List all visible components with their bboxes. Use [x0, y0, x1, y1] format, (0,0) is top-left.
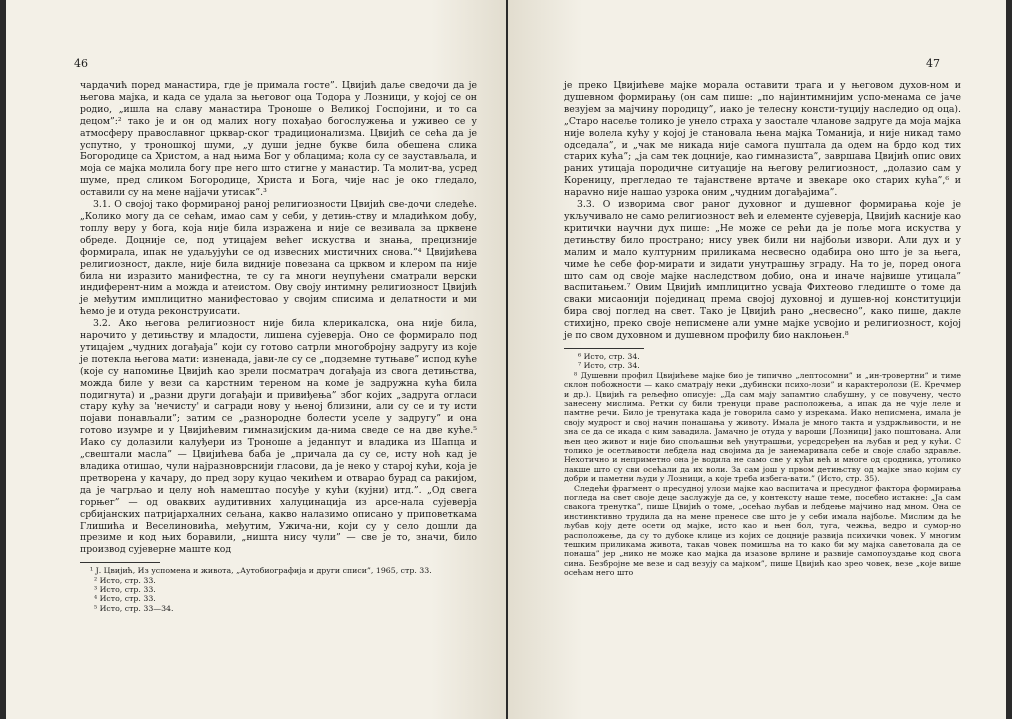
left-text-column	[80, 80, 477, 613]
paragraph: 3.2. Ако његова религиозност није била клерикалска, она није била, нарочито у детињству и младости, лишена сујеверја. Оно се формирало под утицајем „чудних догађаја” који су готово сатрли многобројну задругу из које је потекла његова мати: изненада, јави-ле су се „подземне тутњаве” испод куће (које су напомиње Цвијић као зрели посматрач догађаја из свога детињства, можда биле у вези са карстним тереном на коме је задружна кућа била подигнута) и „разни други догађаји и привиђења” због којих „задруга огласи стару кућу за 'нечисту' и сагради нову у њеној близини, али су се и ту исти појави понављали”; затим се „разнородне болести уселе у задругу” и она готово изумре и у Цвијићевим гимназијским да-нима сведе се на две куће.⁵ Иако су долазили калуђери из Троноше а једанпут и владика из Шапца и „свештали масла” — Цвијићева баба је „причала да су се, исту ноћ кад је владика отишао, чули најразноврснији гласови, да је неко у старој кући, која је претворена у качару, до пред зору куцао чекићем и отварао бурад са ракијом, да је чагрљао и целу ноћ намештао посуђе у кући (кујни) итд.”. „Од свега горњег” — од оваквих аудитивних халуцинација из арсе-нала сујеверја србијанских патријархалних сељана, какво налазимо описано у приповеткама Глишића и Веселиновића, међутим, Ужича-ни, који су у село дошли да презиме и код њих боравили, „ништа нису чули” — све је то, значи, било производ сујеверне маште код	[80, 318, 477, 556]
footnotes-right	[564, 352, 961, 578]
page-number-left: 46	[74, 57, 88, 70]
footnote: Следећи фрагмент о пресудној улози мајке као васпитача и пресудног фактора формирања погледа на свет своје деце заслужује да се, у контексту наше теме, посебно истакне: „Ја сам свакога тренутка”, пише Цвијић о томе, „осећао љубав и лебдење мајчино над мном. Она се инстинктивно трудила да на мене пренесе све што је у себи имала најбоље. Мислим да ће љубав коју дете осети од мајке, исто као и њен бол, туга, чежња, ведро и сумор-но расположење, да су то дубоке клице из којих се доцније развија психички човек. У многим тешким приликама живота, такав човек помишља на то како би му мајка саветовала да се понаша” јер „нико не може као мајка да изазове врлине и развије самопоуздање код свога сина. Безбројне ме везе и сад везују са мајком”, пише Цвијић као зрео човек, везе „које више осећам него што	[564, 483, 961, 578]
footnote-separator	[564, 348, 644, 349]
footnote: ² Исто, стр. 33.	[94, 575, 156, 585]
footnotes-left	[80, 566, 477, 613]
footnote: ⁵ Исто, стр. 33—34.	[94, 603, 174, 613]
right-text-column	[564, 80, 961, 578]
footnote: ⁶ Исто, стр. 34.	[578, 351, 640, 361]
paragraph: чардачић поред манастира, где је примала госте”. Цвијић даље сведочи да је његова мајка, и када се удала за његовог оца Тодора у Лозници, у којој се он родио, „ишла на славу манастира Троноше о Великој Госпојини, и то са децом”:² тако је и он од малих ногу похађао богослужења и уживео се у атмосферу православног црквар-ског традиционализма. Цвијић се сећа да је успутно, у троношкој шуми, „у души једне букве била обешена слика Богородице са Христом, а над њима Бог у облацима; кола су се заустављала, и моја се мајка молила богу пре него што стигне у манастир. Та молит-ва, усред шуме, пред сликом Богородице, Христа и Бога, чије нас је око гледало, оставили су на мене најјачи утисак”.³	[80, 80, 477, 199]
right-page	[508, 0, 1006, 719]
footnote: ⁸ Душевни профил Цвијићеве мајке био је типично „лептосомни” и „ин-тровертни” и тиме склон побожности — како сматрају неки „дубински психо-лози” и карактеролози (Е. Кречмер и др.). Цвијић га рељефно описује: „Да сам мају запамтио слабушну, у се повучену, често занесену мислима. Ретки су били тренуци праве расположења, а ипак да не чује леле и памтне речи. Било је тренутака када је говорила само у изрекама. Иако неписмена, имала је своју мудрост и свој начин понашања у животу. Имала је много такта и уздржљивости, и не зна се да се икада с ким завадила. Јамачно је отуда у вароши [Лозници] јако поштована. Али њен цео живот и није био спољашњи већ унутрашњи, усредсређен на љубав и ред у кући. С толико је осетљивости лебдела над својима да је занемаривала себе и своје слабо здравље. Нехотично и непримeтно она је водила не само све у кући већ и многе од сродника, утолико лакше што су сви осећали да их воли. За сам још у првом детињству од мајке знао којим су добри и паметни људи у Лозници, а које треба избега-вати.” (Исто, стр. 35).	[564, 370, 961, 484]
paragraph: 3.3. О изворима свог раног духовног и душевног формирања које је укључивало не само религиозност већ и елементе сујеверја, Цвијић касније као критички научни дух пише: „Не може се рећи да је поље мога искуства у детињству било пространo; нису увек били ни најбољи извори. Али дух и у малим и мало културним приликама несвесно одабира оно што је за њега, чиме ће себе фор-мирати и зидати унутрашњу зграду. На то је, поред онога што сам од своје мајке наследством добио, она и иначе највише утицала” васпитањем.⁷ Овим Цвијић имплицитно усваја Фихтеово гледиште о томе да сваки мисаонији појединац према својој духовној и душев-ној конституцији бира свој поглед на свет. Тако је Цвијић рано „несвесно”, како пише, дакле стихијно, преко своје неписмене али умне мајке усвојио и религиозност, којој је по свом духовном и душевном профилу био наклоњен.⁸	[564, 199, 961, 342]
footnote: ⁷ Исто, стр. 34.	[578, 361, 640, 371]
footnote: ¹ Ј. Цвијић, Из успомена и живота, „Аутобиографија и други списи”, 1965, стр. 33.	[90, 566, 432, 576]
footnote: ³ Исто, стр. 33.	[94, 585, 156, 595]
footnote: ⁴ Исто, стр. 33.	[94, 594, 156, 604]
paragraph: је преко Цвијићеве мајке морала оставити трага и у његовом духов-ном и душевном формирању (он сам пише: „по најинтимнијим успо-менама се јаче везујем за мајчину породицу”, иако је телесну консти-туцију наследио од оца). „Старо насеље толико је унело страха у заостале чланове задруге да моја мајка није волела кућу у којој је становала њена мајка Томанија, и није никад тамо одседала”, и „чак ме никада није самога пуштала да одем на брдо код тих старих кућа”; „ја сам тек доцније, као гимназиста”, завршава Цвијић опис ових раних утицаја породичне ситуације на његову религиозност, „долазио сам у Кореницу, прегледао те тајанствене вртаче и звекаре око старих кућа”,⁶ и нарavно није нашао узрока оним „чудним догађајима”.	[564, 80, 961, 199]
page-number-right: 47	[926, 57, 940, 70]
paragraph: 3.1. О својој тако формираној раној религиозности Цвијић све-дочи следеће. „Колико могу да се сећам, имао сам у себи, у детињ-ству и младићком добу, топлу веру у бога, која није била изражена и није се везивала за црквене обреде. Доцније се, под утицајем већег искуства и знања, прецизније формирала, ипак не удаљујући се од извесних мистичних снова.”⁴ Цвијићева религиозност, дакле, није била видније повезана са црквом и клером па није била ни изразито манифестна, те су га многи неупућени сматрали верски индиферент-ним а можда и атеистом. Ову своју интимну религиозност Цвијић је међутим имплицитно манифестовао у својим списима и делатности и ми ћемо је и отуда реконструисати.	[80, 199, 477, 318]
footnote-separator	[80, 562, 160, 563]
left-page	[6, 0, 506, 719]
